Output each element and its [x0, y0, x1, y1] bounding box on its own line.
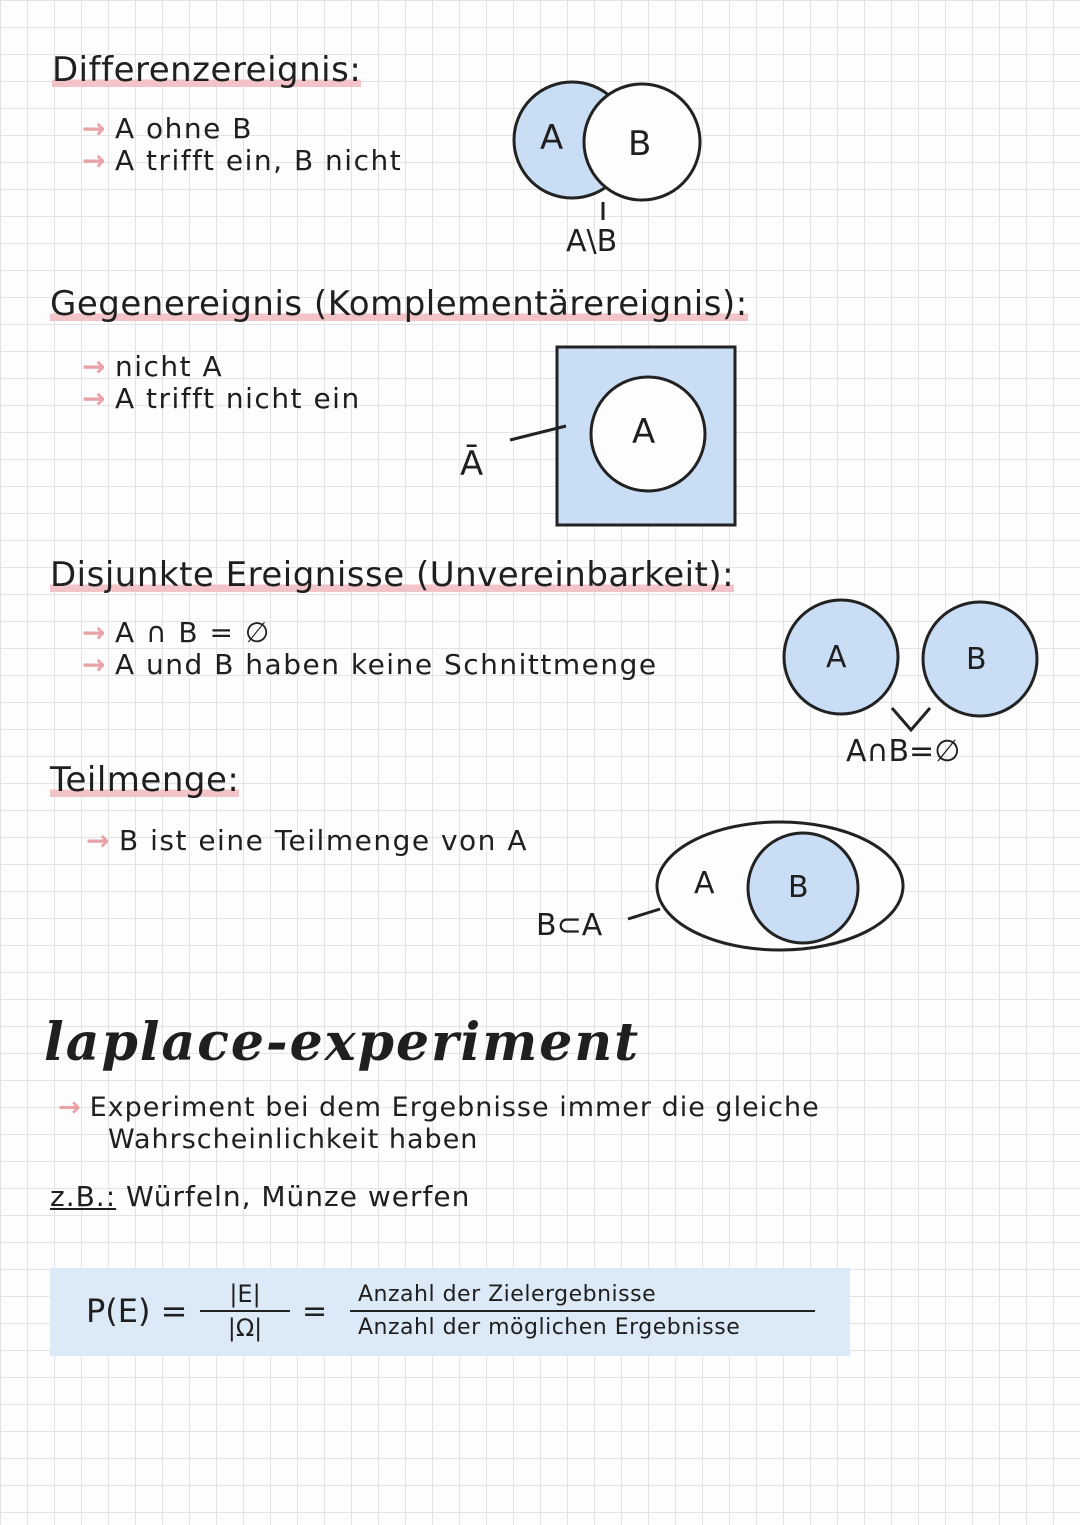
subset-diagram	[620, 815, 920, 965]
gegen-bullet-1: → nicht A	[82, 350, 224, 383]
differenz-heading: Differenzereignis:	[52, 50, 362, 90]
fraction-bar	[200, 1310, 290, 1312]
teilmenge-heading: Teilmenge:	[50, 760, 240, 800]
example-label: z.B.:	[50, 1180, 117, 1213]
arrow-icon: →	[82, 616, 107, 649]
fraction-bar	[350, 1310, 815, 1312]
laplace-title: laplace-experiment	[44, 1012, 641, 1073]
complement-diagram	[500, 340, 750, 540]
differenz-label-a: A	[540, 118, 564, 158]
caption-pointer	[892, 708, 930, 730]
formula-denominator: |Ω|	[227, 1314, 263, 1342]
teilmenge-label-b: B	[788, 870, 809, 905]
gegen-label-abar: Ā	[460, 444, 484, 484]
disjunkt-heading: Disjunkte Ereignisse (Unvereinbarkeit):	[50, 555, 735, 595]
formula-numerator-text: Anzahl der Zielergebnisse	[358, 1282, 657, 1307]
formula-numerator: |E|	[229, 1280, 261, 1308]
teilmenge-label-a: A	[694, 866, 715, 901]
disjunkt-bullet-2: → A und B haben keine Schnittmenge	[82, 648, 658, 681]
differenz-bullet-1: → A ohne B	[82, 112, 253, 145]
differenz-bullet-2: → A trifft ein, B nicht	[82, 144, 403, 177]
differenz-caption: A\B	[566, 224, 618, 259]
differenz-label-b: B	[628, 124, 652, 164]
arrow-icon: →	[86, 824, 111, 857]
formula-fraction-text	[350, 1282, 815, 1340]
formula-fraction-symbolic	[200, 1280, 290, 1342]
disjunkt-label-b: B	[966, 642, 987, 677]
formula-equals: =	[302, 1294, 328, 1329]
disjunkt-bullet-1: → A ∩ B = ∅	[82, 616, 271, 649]
formula-denominator-text: Anzahl der möglichen Ergebnisse	[358, 1315, 741, 1340]
arrow-icon: →	[58, 1092, 82, 1123]
disjunkt-label-a: A	[826, 640, 847, 675]
arrow-icon: →	[82, 350, 107, 383]
laplace-example	[50, 1180, 470, 1213]
gegen-heading: Gegenereignis (Komplementärereignis):	[50, 284, 748, 324]
example-text: Würfeln, Münze werfen	[126, 1180, 471, 1213]
laplace-description-2: Wahrscheinlichkeit haben	[108, 1124, 479, 1155]
disjoint-diagram	[770, 590, 1060, 740]
teilmenge-caption: B⊂A	[536, 908, 603, 943]
arrow-icon: →	[82, 144, 107, 177]
arrow-icon: →	[82, 382, 107, 415]
gegen-bullet-2: → A trifft nicht ein	[82, 382, 361, 415]
teilmenge-bullet-1: → B ist eine Teilmenge von A	[86, 824, 528, 857]
formula-lhs: P(E) =	[86, 1292, 188, 1330]
disjunkt-caption: A∩B=∅	[846, 734, 961, 769]
caption-pointer	[628, 909, 660, 919]
laplace-description-1: → Experiment bei dem Ergebnisse immer die gleiche	[58, 1092, 820, 1123]
arrow-icon: →	[82, 112, 107, 145]
arrow-icon: →	[82, 648, 107, 681]
gegen-label-a: A	[632, 412, 656, 452]
